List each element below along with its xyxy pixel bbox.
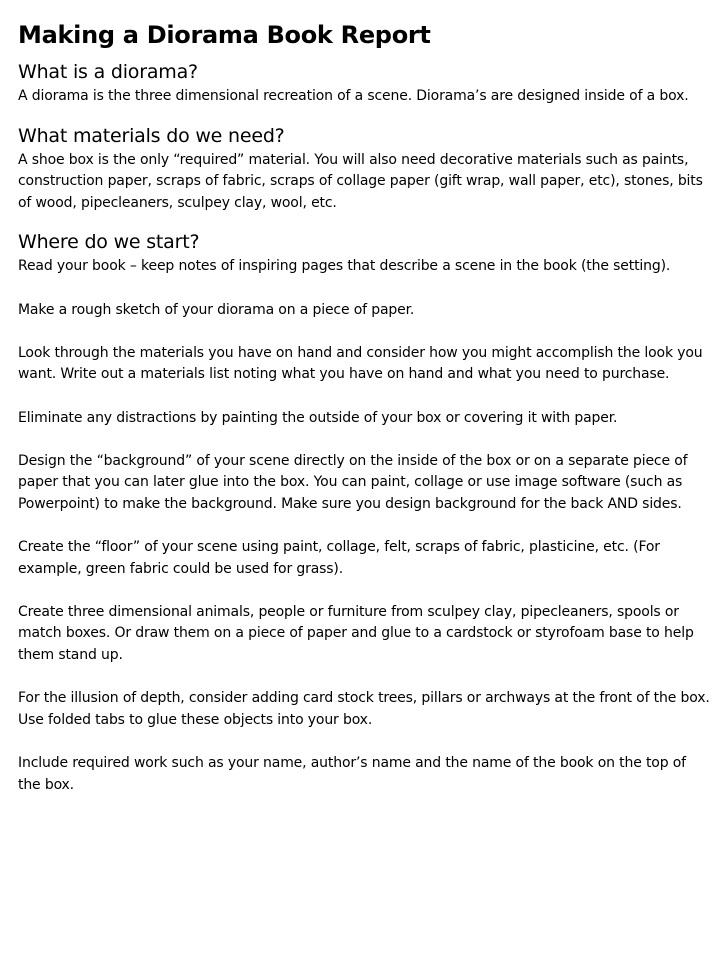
paragraph: A diorama is the three dimensional recreation of a scene. Diorama’s are designed inside of a box. (18, 88, 689, 104)
paragraph: Design the “background” of your scene directly on the inside of the box or on a separate piece of paper that you can later glue into the box. You can paint, collage or use image software (such as Powerpoint) to make the background. Make sure you design background for the back AND sides. (18, 452, 688, 512)
paragraph: Create three dimensional animals, people or furniture from sculpey clay, pipecleaners, spools or match boxes. Or draw them on a piece of paper and glue to a cardstock or styrofoam base to help them stand up. (18, 603, 694, 664)
paragraph: Create the “floor” of your scene using paint, collage, felt, scraps of fabric, plasticine, etc. (For example, green fabric could be used for grass). (18, 539, 660, 577)
section-heading: Where do we start? (18, 231, 200, 254)
paragraph: Eliminate any distractions by painting the outside of your box or covering it with paper. (18, 409, 618, 426)
section-heading: What is a diorama? (18, 61, 198, 83)
document-title: Making a Diorama Book Report (18, 21, 431, 49)
paragraph: Include required work such as your name, author’s name and the name of the book on the top of the box. (18, 755, 686, 793)
section-heading: What materials do we need? (18, 124, 285, 147)
section-what-is-diorama (18, 58, 710, 108)
section-where-to-start (18, 228, 710, 796)
paragraph: Look through the materials you have on hand and consider how you might accomplish the look you want. Write out a materials list noting what you have on hand and what you need to purchase. (18, 344, 703, 383)
paragraph: A shoe box is the only “required” material. You will also need decorative materials such as paints, construction paper, scraps of fabric, scraps of collage paper (gift wrap, wall paper, etc), stones, bits of wood, pipecleaners, sculpey clay, wool, etc. (18, 151, 703, 211)
paragraph: Read your book – keep notes of inspiring pages that describe a scene in the book (the setting). (18, 258, 671, 275)
paragraph: Make a rough sketch of your diorama on a piece of paper. (18, 301, 415, 318)
paragraph: For the illusion of depth, consider adding card stock trees, pillars or archways at the front of the box. Use folded tabs to glue these objects into your box. (18, 690, 710, 728)
document-page (18, 16, 710, 810)
section-materials (18, 122, 710, 215)
